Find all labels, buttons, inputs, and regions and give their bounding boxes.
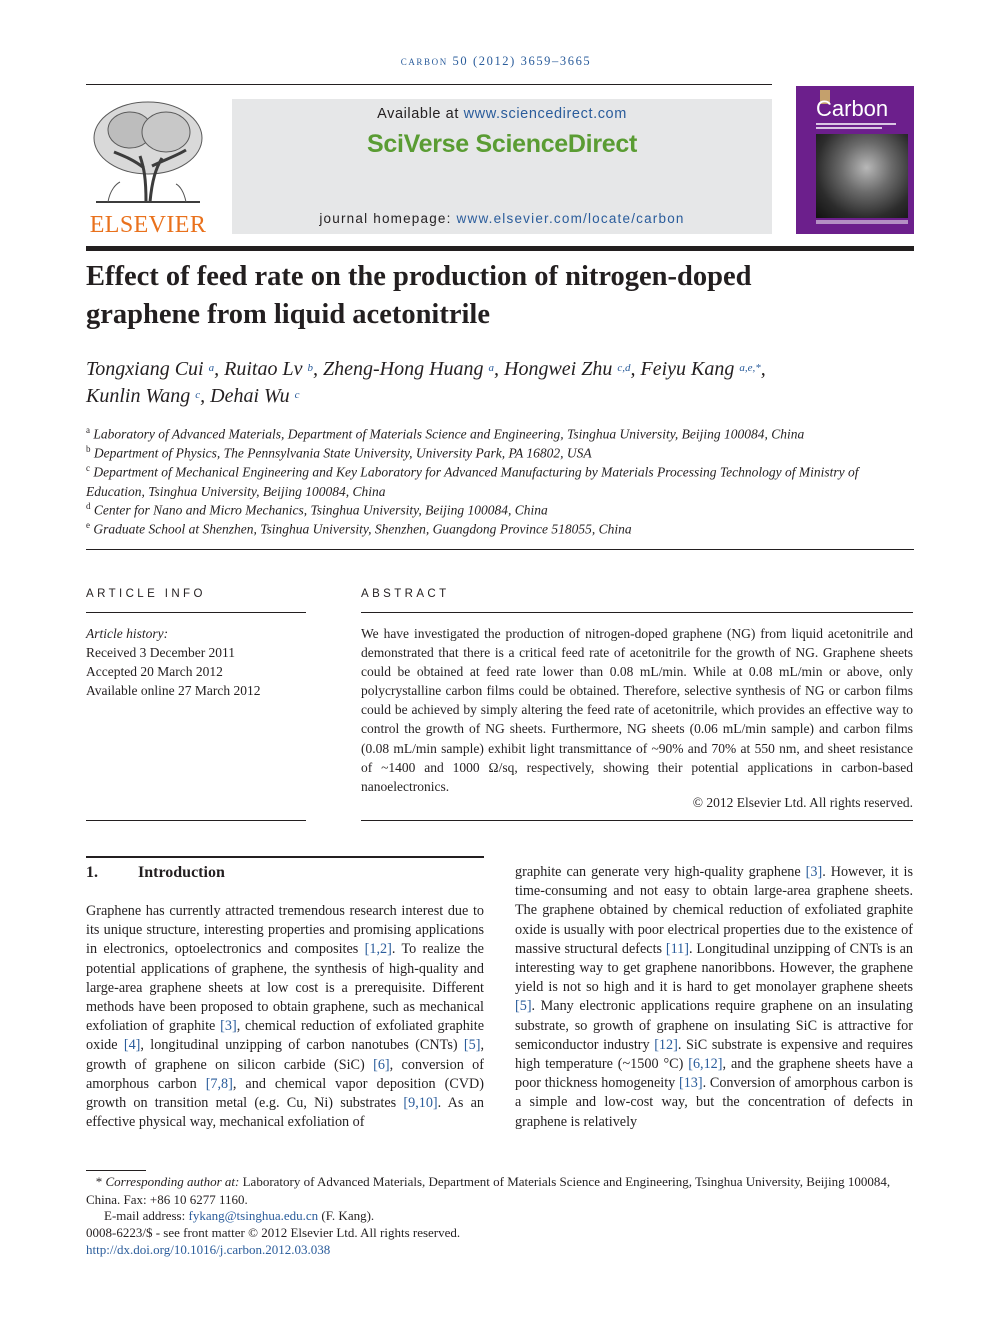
article-info-rule: [86, 612, 306, 613]
affiliation: $^c$ Department of Mechanical Engineering and Key Laboratory for Advanced Manufacturing by Materials Processing Technology of Ministry of Education, Tsinghua University, Beijing 100084, China: [86, 463, 859, 499]
citation-link[interactable]: [12]: [654, 1036, 678, 1053]
body-text: , chemical reduction of exfoliated graphite oxide: [86, 1018, 484, 1054]
body-text: . Conversion of amorphous carbon is a simple and low-cost way, but the concentration of defects in graphene is relatively: [515, 1075, 913, 1130]
body-text: , and the graphene sheets have a poor thickness homogeneity: [515, 1056, 914, 1092]
abstract-copyright: © 2012 Elsevier Ltd. All rights reserved.: [692, 795, 913, 810]
sciverse-brand: SciVerse ScienceDirect: [367, 130, 637, 158]
corresponding-author-note: * Corresponding author at: Laboratory of Advanced Materials, Department of Materials Science and Engineering, Tsinghua University, Beijing 100084, China. Fax: +86 10 6277 1160.: [86, 1174, 891, 1207]
history-label: Article history:: [86, 626, 169, 641]
cover-title: Carbon: [816, 96, 889, 121]
online-date: Available online 27 March 2012: [86, 683, 261, 698]
affiliation: $^d$ Center for Nano and Micro Mechanics, Tsinghua University, Beijing 100084, China: [86, 501, 548, 518]
cover-footer-bar: [816, 220, 908, 224]
abstract-text: We have investigated the production of nitrogen-doped graphene (NG) from liquid acetonitrile and demonstrated that there is a critical feed rate of acetonitrile for the growth of NG. Graphene sheets could be obtained at feed rate lower than 0.08 mL/min. While at 0.08 mL/min or above, only polycrystalline carbon films could be obtained. Therefore, selective synthesis of NG or carbon films could be achieved by simply altering the feed rate of acetonitrile, which provides an effective way to control the growth of NG sheets. Furthermore, NG sheets (0.06 mL/min sample) and carbon films (0.08 mL/min sample) exhibit light transmittance of ~90% and 70% at 550 nm, and sheet resistance of ~1400 and 1000 Ω/sq, respectively, showing their potential applications in carbon-based nanoelectronics.: [361, 626, 913, 794]
author-list: Tongxiang Cui $^a$, Ruitao Lv $^b$, Zheng-Hong Huang $^a$, Hongwei Zhu $^{c,d}$, Feiyu Kang $^{a,e,*}$, Kunlin Wang $^c$, Dehai Wu $^c$: [86, 358, 766, 407]
abstract-bottom-rule: [361, 820, 913, 821]
article-info-bottom-rule: [86, 820, 306, 821]
author[interactable]: Kunlin Wang $^c$: [86, 385, 201, 407]
body-text: , growth of graphene on silicon carbide (SiC): [86, 1037, 484, 1073]
citation-link[interactable]: [3]: [220, 1018, 237, 1035]
author[interactable]: Hongwei Zhu $^{c,d}$: [504, 358, 631, 380]
footnote-rule: [86, 1170, 146, 1171]
affiliation: $^b$ Department of Physics, The Pennsylvania State University, University Park, PA 16802, USA: [86, 444, 592, 461]
body-text: . However, it is time-consuming and not easy to obtain large-area graphene sheets. The graphene obtained by chemical reduction of exfoliated graphite oxide is usually with poor electrical properties due to the existence of massive structural defects: [515, 864, 913, 957]
body-text: , longitudinal unzipping of carbon nanotubes (CNTs): [140, 1037, 464, 1054]
section-title: Introduction: [138, 864, 225, 881]
body-text: Graphene has currently attracted tremendous research interest due to its unique structure, interesting properties and promising applications in electronics, optoelectronics and composites: [86, 903, 484, 958]
availability-line: [232, 106, 772, 122]
accepted-date: Accepted 20 March 2012: [86, 664, 223, 679]
author[interactable]: Dehai Wu $^c$: [210, 385, 300, 407]
affiliation-rule: [86, 549, 914, 550]
author[interactable]: Zheng-Hong Huang $^a$: [322, 358, 495, 380]
journal-homepage-link[interactable]: www.elsevier.com/locate/carbon: [456, 211, 685, 226]
cover-subtitle-lines: [816, 122, 908, 132]
body-text: graphite can generate very high-quality graphene: [515, 864, 806, 880]
affiliation: $^e$ Graduate School at Shenzhen, Tsinghua University, Shenzhen, Guangdong Province 518055, China: [86, 520, 632, 537]
cover-micrograph: [816, 134, 908, 218]
abstract-heading: ABSTRACT: [361, 588, 450, 600]
citation-link[interactable]: [9,10]: [403, 1095, 438, 1112]
section-number: 1.: [86, 864, 98, 881]
body-text: . As an effective physical way, mechanical exfoliation of: [86, 1095, 485, 1131]
citation-link[interactable]: [11]: [665, 940, 689, 957]
intro-rule: [86, 856, 484, 858]
journal-homepage-line: [232, 211, 772, 226]
available-prefix: Available at: [377, 106, 464, 122]
article-history: [86, 624, 306, 700]
author[interactable]: Feiyu Kang $^{a,e,*}$: [640, 358, 761, 380]
article-title: [86, 258, 914, 334]
citation-link[interactable]: [4]: [123, 1037, 141, 1054]
email-link[interactable]: fykang@tsinghua.edu.cn: [188, 1208, 319, 1223]
email-note: E-mail address: fykang@tsinghua.edu.cn (F. Kang).: [104, 1208, 375, 1223]
citation-link[interactable]: [1,2]: [364, 941, 392, 958]
doi-link[interactable]: http://dx.doi.org/10.1016/j.carbon.2012.03.038: [86, 1242, 331, 1257]
title-separator: [86, 246, 914, 251]
section-heading-introduction: [86, 864, 225, 882]
abstract-rule: [361, 612, 913, 613]
sciencedirect-link[interactable]: www.sciencedirect.com: [463, 106, 627, 122]
article-info-heading: ARTICLE INFO: [86, 588, 206, 600]
body-text: . SiC substrate is expensive and requires high temperature (~1500 °C): [515, 1036, 913, 1073]
body-text: , conversion of amorphous carbon: [86, 1056, 484, 1092]
elsevier-wordmark: ELSEVIER: [89, 212, 207, 238]
homepage-prefix: journal homepage:: [319, 211, 457, 226]
citation-link[interactable]: [7,8]: [205, 1075, 233, 1092]
body-text: . Longitudinal unzipping of CNTs is an interesting way to get graphene nanoribbons. However, the graphene yield is not so high and it is hard to get monolayer graphene sheets: [515, 940, 913, 996]
running-header: carbon 50 (2012) 3659–3665: [400, 54, 592, 68]
title-line-1: Effect of feed rate on the production of nitrogen-doped: [86, 261, 752, 292]
citation-link[interactable]: [6,12]: [688, 1056, 723, 1073]
issn-line: 0008-6223/$ - see front matter © 2012 Elsevier Ltd. All rights reserved.: [86, 1225, 461, 1240]
received-date: Received 3 December 2011: [86, 645, 236, 660]
author[interactable]: Tongxiang Cui $^a$: [86, 358, 215, 380]
title-line-2: graphene from liquid acetonitrile: [86, 299, 490, 330]
intro-column-right: [515, 863, 913, 1132]
citation-link[interactable]: [6]: [373, 1056, 390, 1073]
author[interactable]: Ruitao Lv $^b$: [224, 358, 313, 380]
header-rule: [86, 84, 772, 85]
body-text: . Many electronic applications require graphene on an insulating substrate, so growth of graphene on insulating SiC is attractive for semiconductor industry: [515, 998, 913, 1053]
affiliation: $^a$ Laboratory of Advanced Materials, Department of Materials Science and Engineering, Tsinghua University, Beijing 100084, China: [86, 425, 805, 442]
citation-link[interactable]: [13]: [678, 1075, 703, 1092]
body-text: . To realize the potential applications of graphene, the synthesis of high-quality and large-area graphene sheets at low cost is a prerequisite. Different methods have been proposed to obtain graphene, such as mechanical exfoliation of graphite: [86, 941, 484, 1035]
citation-link[interactable]: [5]: [515, 998, 532, 1015]
citation-link[interactable]: [3]: [805, 864, 823, 880]
body-text: , and chemical vapor deposition (CVD) growth on transition metal (e.g. Cu, Ni) substrates: [86, 1075, 484, 1112]
citation-link[interactable]: [5]: [463, 1037, 481, 1054]
journal-cover-image: [796, 86, 914, 234]
intro-column-left: [86, 902, 484, 1132]
